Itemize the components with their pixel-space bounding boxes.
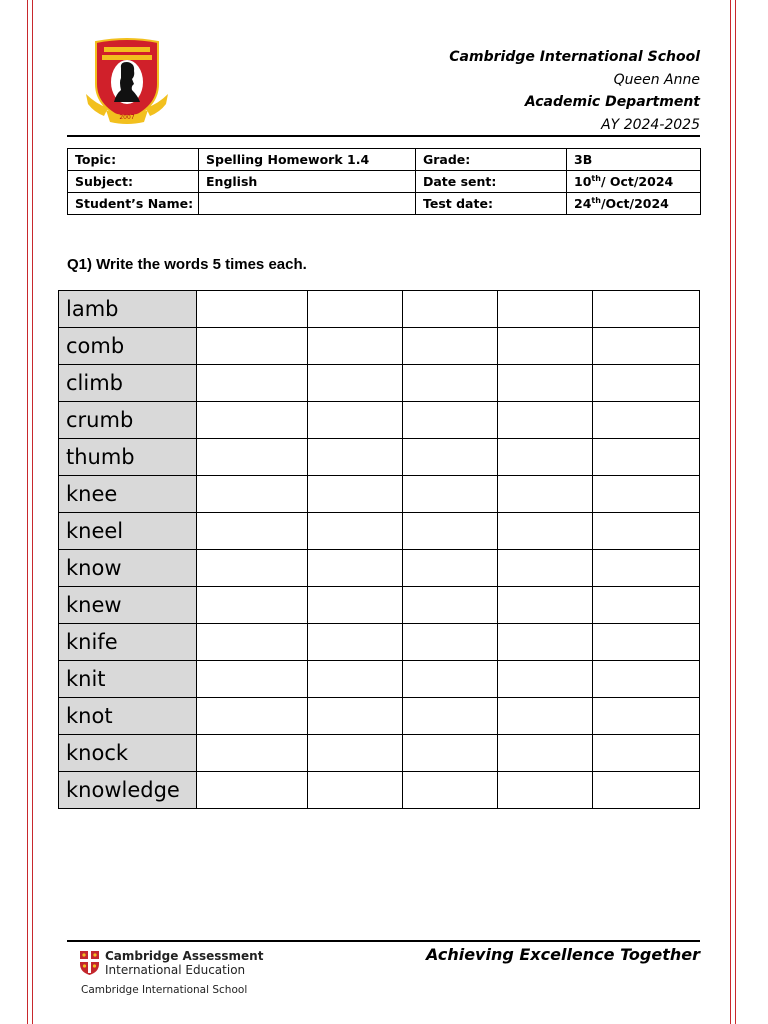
practice-cell-3[interactable] <box>403 328 498 365</box>
practice-cell-5[interactable] <box>593 587 700 624</box>
practice-cell-4[interactable] <box>498 328 593 365</box>
test-date-suffix: th <box>591 195 601 205</box>
practice-cell-2[interactable] <box>308 365 403 402</box>
date-sent-suffix: th <box>591 173 601 183</box>
grade-label: Grade: <box>416 149 567 171</box>
practice-cell-2[interactable] <box>308 513 403 550</box>
practice-cell-1[interactable] <box>197 402 308 439</box>
practice-cell-1[interactable] <box>197 735 308 772</box>
practice-cell-4[interactable] <box>498 661 593 698</box>
word-row <box>59 476 700 513</box>
topic-value: Spelling Homework 1.4 <box>199 149 416 171</box>
word-row <box>59 291 700 328</box>
practice-cell-2[interactable] <box>308 291 403 328</box>
practice-cell-5[interactable] <box>593 772 700 809</box>
page-border-left-outer <box>27 0 28 1024</box>
practice-cell-2[interactable] <box>308 661 403 698</box>
practice-cell-2[interactable] <box>308 624 403 661</box>
spelling-word: knot <box>59 698 197 735</box>
practice-cell-1[interactable] <box>197 513 308 550</box>
practice-cell-1[interactable] <box>197 439 308 476</box>
word-row <box>59 550 700 587</box>
student-name-field[interactable] <box>199 193 416 215</box>
word-row <box>59 772 700 809</box>
practice-cell-3[interactable] <box>403 439 498 476</box>
word-row <box>59 698 700 735</box>
test-date-month-year: /Oct/2024 <box>600 196 669 212</box>
practice-cell-3[interactable] <box>403 587 498 624</box>
word-row <box>59 624 700 661</box>
practice-cell-3[interactable] <box>403 661 498 698</box>
spelling-word: knock <box>59 735 197 772</box>
date-sent-label: Date sent: <box>416 171 567 193</box>
topic-label: Topic: <box>68 149 199 171</box>
cambridge-shield-icon <box>80 951 99 975</box>
practice-cell-3[interactable] <box>403 550 498 587</box>
practice-cell-4[interactable] <box>498 402 593 439</box>
practice-cell-4[interactable] <box>498 439 593 476</box>
school-motto: Achieving Excellence Together <box>425 945 700 964</box>
word-row <box>59 735 700 772</box>
practice-cell-3[interactable] <box>403 698 498 735</box>
practice-cell-4[interactable] <box>498 735 593 772</box>
spelling-word: comb <box>59 328 197 365</box>
practice-cell-3[interactable] <box>403 476 498 513</box>
practice-cell-2[interactable] <box>308 587 403 624</box>
practice-cell-2[interactable] <box>308 550 403 587</box>
practice-cell-1[interactable] <box>197 291 308 328</box>
word-row <box>59 661 700 698</box>
practice-cell-5[interactable] <box>593 624 700 661</box>
crest-year: 2007 <box>119 114 135 121</box>
practice-cell-2[interactable] <box>308 772 403 809</box>
spelling-word: know <box>59 550 197 587</box>
word-row <box>59 513 700 550</box>
word-row <box>59 365 700 402</box>
spelling-practice-table <box>58 290 700 809</box>
practice-cell-5[interactable] <box>593 735 700 772</box>
practice-cell-4[interactable] <box>498 513 593 550</box>
footer-school-name: Cambridge International School <box>81 984 248 996</box>
spelling-word: knew <box>59 587 197 624</box>
practice-cell-1[interactable] <box>197 698 308 735</box>
school-crest-logo <box>86 38 168 124</box>
spelling-word: knit <box>59 661 197 698</box>
student-name-label: Student’s Name: <box>68 193 199 215</box>
school-branch: Queen Anne <box>613 71 700 88</box>
spelling-word: climb <box>59 365 197 402</box>
practice-cell-3[interactable] <box>403 513 498 550</box>
practice-cell-2[interactable] <box>308 476 403 513</box>
academic-year: AY 2024-2025 <box>601 116 700 133</box>
practice-cell-1[interactable] <box>197 550 308 587</box>
spelling-word: knife <box>59 624 197 661</box>
practice-cell-4[interactable] <box>498 550 593 587</box>
practice-cell-5[interactable] <box>593 698 700 735</box>
practice-cell-5[interactable] <box>593 513 700 550</box>
header-divider <box>67 135 700 137</box>
practice-cell-1[interactable] <box>197 661 308 698</box>
practice-cell-5[interactable] <box>593 439 700 476</box>
date-sent-day: 10 <box>574 174 592 190</box>
practice-cell-4[interactable] <box>498 587 593 624</box>
word-row <box>59 328 700 365</box>
practice-cell-5[interactable] <box>593 328 700 365</box>
page-border-right-inner <box>730 0 731 1024</box>
spelling-word: crumb <box>59 402 197 439</box>
test-date-label: Test date: <box>416 193 567 215</box>
department-name: Academic Department <box>524 94 700 110</box>
spelling-word: lamb <box>59 291 197 328</box>
practice-cell-5[interactable] <box>593 661 700 698</box>
school-header <box>449 46 700 136</box>
practice-cell-5[interactable] <box>593 291 700 328</box>
grade-value: 3B <box>567 149 701 171</box>
practice-cell-5[interactable] <box>593 365 700 402</box>
practice-cell-3[interactable] <box>403 772 498 809</box>
practice-cell-2[interactable] <box>308 402 403 439</box>
subject-value: English <box>199 171 416 193</box>
org-name-line2: International Education <box>105 963 246 977</box>
word-row <box>59 402 700 439</box>
practice-cell-4[interactable] <box>498 365 593 402</box>
practice-cell-3[interactable] <box>403 402 498 439</box>
practice-cell-2[interactable] <box>308 735 403 772</box>
word-row <box>59 587 700 624</box>
practice-cell-2[interactable] <box>308 439 403 476</box>
page-border-left-inner <box>32 0 33 1024</box>
practice-cell-5[interactable] <box>593 550 700 587</box>
subject-label: Subject: <box>68 171 199 193</box>
practice-cell-1[interactable] <box>197 328 308 365</box>
practice-cell-4[interactable] <box>498 772 593 809</box>
practice-cell-3[interactable] <box>403 624 498 661</box>
date-sent-value <box>567 171 701 193</box>
school-name: Cambridge International School <box>449 49 700 65</box>
spelling-word: knowledge <box>59 772 197 809</box>
spelling-word: kneel <box>59 513 197 550</box>
practice-cell-2[interactable] <box>308 698 403 735</box>
practice-cell-3[interactable] <box>403 735 498 772</box>
org-name-line1: Cambridge Assessment <box>105 949 264 963</box>
practice-cell-3[interactable] <box>403 291 498 328</box>
word-row <box>59 439 700 476</box>
page-border-right-outer <box>735 0 736 1024</box>
practice-cell-1[interactable] <box>197 772 308 809</box>
test-date-value <box>567 193 701 215</box>
practice-cell-4[interactable] <box>498 291 593 328</box>
test-date-day: 24 <box>574 196 592 212</box>
spelling-word: thumb <box>59 439 197 476</box>
practice-cell-1[interactable] <box>197 587 308 624</box>
footer-divider <box>67 940 700 942</box>
practice-cell-1[interactable] <box>197 624 308 661</box>
practice-cell-4[interactable] <box>498 698 593 735</box>
spelling-word: knee <box>59 476 197 513</box>
practice-cell-1[interactable] <box>197 365 308 402</box>
practice-cell-3[interactable] <box>403 365 498 402</box>
date-sent-month-year: / Oct/2024 <box>600 174 674 190</box>
question-title: Q1) Write the words 5 times each. <box>67 256 307 273</box>
practice-cell-4[interactable] <box>498 624 593 661</box>
practice-cell-5[interactable] <box>593 402 700 439</box>
homework-info-table <box>67 148 701 215</box>
practice-cell-5[interactable] <box>593 476 700 513</box>
practice-cell-1[interactable] <box>197 476 308 513</box>
practice-cell-2[interactable] <box>308 328 403 365</box>
practice-cell-4[interactable] <box>498 476 593 513</box>
